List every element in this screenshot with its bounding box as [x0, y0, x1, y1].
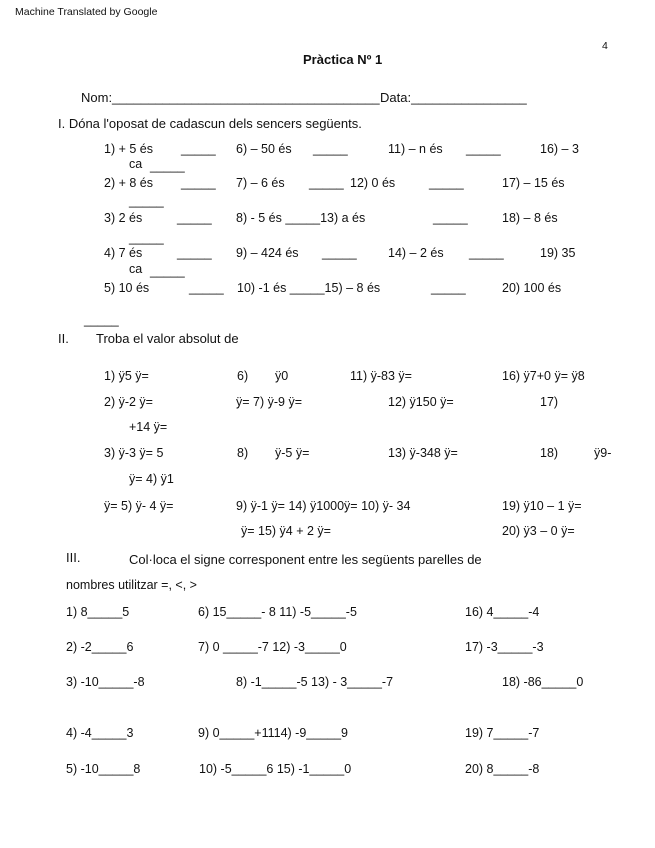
- s1-blank: _____: [177, 211, 212, 225]
- s1-blank: _____: [189, 281, 224, 295]
- section-1-heading: I. Dóna l'oposat de cadascun dels sencers següents.: [58, 116, 362, 131]
- s2-item: 18): [540, 446, 559, 460]
- s3-item: 8) -1_____-5 13) - 3_____-7: [236, 675, 394, 689]
- section-3-heading-cont: nombres utilitzar =, <, >: [66, 578, 197, 592]
- s2-item: 17): [540, 395, 559, 409]
- s1-item: 9) – 424 és: [236, 246, 299, 260]
- s1-blank: _____: [469, 246, 504, 260]
- s1-blank: _____: [177, 246, 212, 260]
- section-2-heading: Troba el valor absolut de: [96, 331, 239, 346]
- s2-item: ÿ= 7) ÿ-9 ÿ=: [236, 395, 302, 409]
- s1-blank: _____: [429, 176, 464, 190]
- s3-item: 17) -3_____-3: [465, 640, 544, 654]
- s1-item: 17) – 15 és: [502, 176, 565, 190]
- s1-blank: _____: [431, 281, 466, 295]
- s1-blank: _____: [181, 142, 216, 156]
- s2-item: 6): [237, 369, 249, 383]
- section-2-number: II.: [58, 331, 69, 346]
- s3-item: 19) 7_____-7: [465, 726, 540, 740]
- s2-item: ÿ0: [275, 369, 289, 383]
- s2-item: ÿ= 5) ÿ- 4 ÿ=: [104, 499, 174, 513]
- s1-item: 3) 2 és: [104, 211, 143, 225]
- s1-item-wrap: ca: [129, 157, 143, 171]
- s1-item-wrap: ca: [129, 262, 143, 276]
- s1-blank: _____: [313, 142, 348, 156]
- s1-item: 8) - 5 és _____13) a és: [236, 211, 366, 225]
- s1-item: 18) – 8 és: [502, 211, 558, 225]
- s2-item: ÿ= 4) ÿ1: [129, 472, 174, 486]
- s2-item: 19) ÿ10 – 1 ÿ=: [502, 499, 582, 513]
- name-field-label: Nom:_____________________________________: [81, 90, 380, 105]
- s1-blank: _____: [433, 211, 468, 225]
- s2-item: +14 ÿ=: [129, 420, 168, 434]
- s3-item: 1) 8_____5: [66, 605, 130, 619]
- s2-item: 8): [237, 446, 249, 460]
- s3-item: 16) 4_____-4: [465, 605, 540, 619]
- s2-item: 20) ÿ3 – 0 ÿ=: [502, 524, 575, 538]
- s3-item: 6) 15_____- 8 11) -5_____-5: [198, 605, 357, 619]
- s1-item: 4) 7 és: [104, 246, 143, 260]
- s2-item: 13) ÿ-348 ÿ=: [388, 446, 458, 460]
- s3-item: 5) -10_____8: [66, 762, 141, 776]
- s1-item: 6) – 50 és: [236, 142, 292, 156]
- s3-item: 9) 0_____+1114) -9_____9: [198, 726, 349, 740]
- s1-blank: _____: [309, 176, 344, 190]
- s2-item: 9) ÿ-1 ÿ= 14) ÿ1000ÿ= 10) ÿ- 34: [236, 499, 411, 513]
- s1-blank: _____: [150, 264, 185, 278]
- s2-item: 2) ÿ-2 ÿ=: [104, 395, 153, 409]
- s2-item: 16) ÿ7+0 ÿ= ÿ8: [502, 369, 585, 383]
- s3-item: 20) 8_____-8: [465, 762, 540, 776]
- page-number: 4: [602, 40, 608, 52]
- section-3-heading: Col·loca el signe corresponent entre les següents parelles de: [129, 552, 482, 567]
- s1-item: 7) – 6 és: [236, 176, 285, 190]
- s2-item: ÿ= 15) ÿ4 + 2 ÿ=: [241, 524, 331, 538]
- s2-item: 11) ÿ-83 ÿ=: [350, 369, 412, 383]
- s1-blank: _____: [129, 194, 164, 208]
- page-title: Pràctica Nº 1: [303, 52, 383, 67]
- date-field-label: Data:________________: [380, 90, 527, 105]
- s1-blank: _____: [84, 313, 119, 327]
- s1-blank: _____: [129, 231, 164, 245]
- s3-item: 2) -2_____6: [66, 640, 134, 654]
- s1-blank: _____: [466, 142, 501, 156]
- s1-item: 5) 10 és: [104, 281, 150, 295]
- s1-item: 11) – n és: [388, 142, 443, 156]
- s3-item: 7) 0 _____-7 12) -3_____0: [198, 640, 347, 654]
- s3-item: 18) -86_____0: [502, 675, 584, 689]
- s2-item: 12) ÿ150 ÿ=: [388, 395, 454, 409]
- s2-item: ÿ-5 ÿ=: [275, 446, 310, 460]
- s3-item: 4) -4_____3: [66, 726, 134, 740]
- s1-item: 19) 35: [540, 246, 576, 260]
- s3-item: 3) -10_____-8: [66, 675, 145, 689]
- s1-item: 16) – 3: [540, 142, 579, 156]
- s1-blank: _____: [322, 246, 357, 260]
- s2-item: 3) ÿ-3 ÿ= 5: [104, 446, 164, 460]
- s1-item: 2) + 8 és: [104, 176, 153, 190]
- s1-item: 20) 100 és: [502, 281, 562, 295]
- section-3-number: III.: [66, 550, 81, 565]
- s2-item: ÿ9-: [594, 446, 612, 460]
- s1-item: 10) -1 és _____15) – 8 és: [237, 281, 381, 295]
- s1-item: 12) 0 és: [350, 176, 396, 190]
- s1-blank: _____: [150, 159, 185, 173]
- s1-item: 14) – 2 és: [388, 246, 444, 260]
- s1-item: 1) + 5 és: [104, 142, 153, 156]
- machine-translated-banner: Machine Translated by Google: [15, 6, 158, 18]
- s2-item: 1) ÿ5 ÿ=: [104, 369, 149, 383]
- s1-blank: _____: [181, 176, 216, 190]
- s3-item: 10) -5_____6 15) -1_____0: [199, 762, 352, 776]
